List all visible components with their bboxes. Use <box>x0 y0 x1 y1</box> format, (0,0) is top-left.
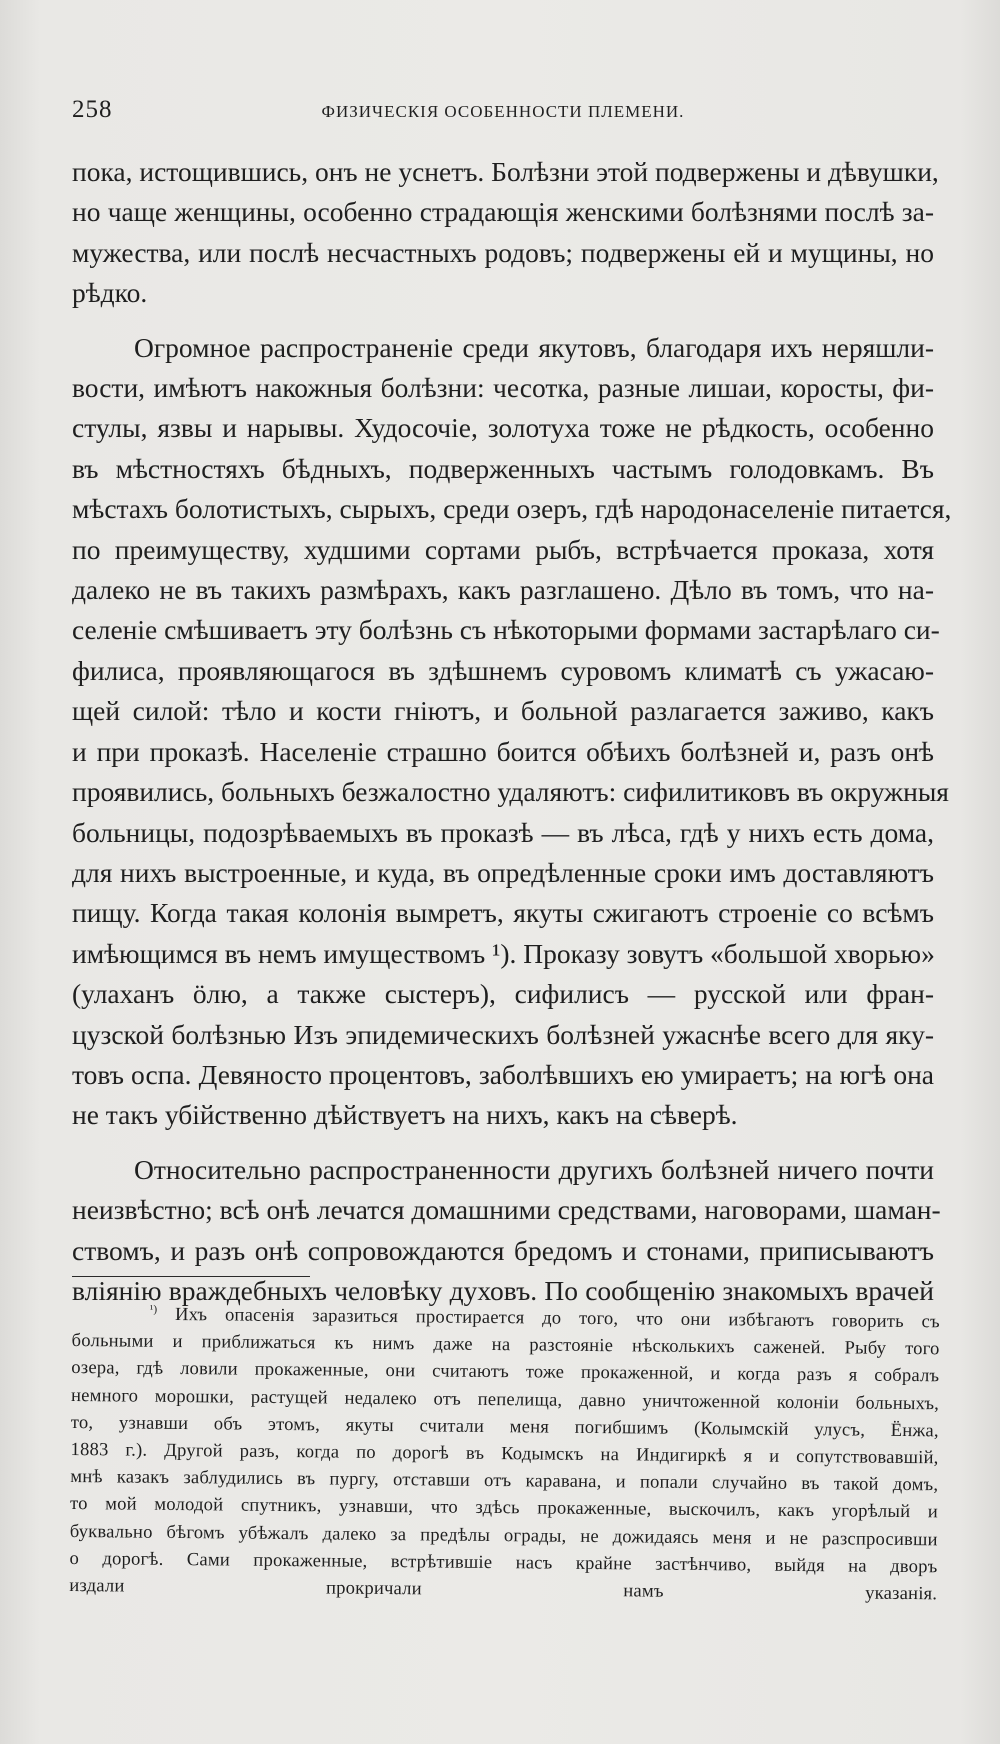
text-line: проявились, больныхъ безжалостно удаляютъ: сифилитиковъ въ окружныя <box>72 776 949 808</box>
text-line: стулы, язвы и нарывы. Худосочіе, золотуха тоже не рѣдкость, особенно <box>72 412 934 444</box>
text-line: по преимуществу, худшими сортами рыбъ, встрѣчается проказа, хотя <box>72 533 934 565</box>
footnote-line: 1883 г.). Другой разъ, когда по дорогѣ въ Кодымскъ на Индигиркѣ я и сопутствовавшій, <box>70 1439 939 1469</box>
text-line: имѣющимся въ немъ имуществомъ ¹). Проказу зовутъ «большой хворью» <box>72 937 935 969</box>
main-text <box>72 152 952 1311</box>
paragraph-2 <box>72 328 952 1136</box>
page-number: 258 <box>72 96 113 123</box>
text-line: въ мѣстностяхъ бѣдныхъ, подверженныхъ частымъ голодовкамъ. Въ <box>72 452 934 484</box>
text-line: ствомъ, и разъ онѣ сопровождаются бредомъ и стонами, приписываютъ <box>72 1234 934 1266</box>
text-line: больницы, подозрѣваемыхъ въ проказѣ — въ лѣса, гдѣ у нихъ есть дома, <box>72 816 934 848</box>
footnote-line: немного морошки, растущей недалеко отъ пепелища, давно уничтоженной колоніи больныхъ, <box>70 1384 940 1414</box>
text-line: мужества, или послѣ несчастныхъ родовъ; подвержены ей и мущины, но <box>72 236 934 268</box>
footnote-marker: ¹) <box>149 1303 158 1316</box>
text-line: пока, истощившись, онъ не уснетъ. Болѣзни этой подвержены и дѣвушки, <box>72 156 939 187</box>
footnote-line: буквально бѣгомъ убѣжалъ далеко за предѣлы ограды, не дожидаясь меня и не разспросивши <box>69 1520 938 1550</box>
text-line: селеніе смѣшиваетъ эту болѣзнь съ нѣкоторыми формами застарѣлаго си- <box>72 614 940 646</box>
footnote-text: Ихъ опасенія заразиться простирается до того, что они избѣгаютъ говорить съ <box>174 1303 940 1333</box>
text-line: не такъ убійственно дѣйствуетъ на нихъ, какъ на сѣверѣ. <box>72 1099 738 1131</box>
text-line: товъ оспа. Девяносто процентовъ, заболѣвшихъ ею умираетъ; на югѣ она <box>72 1058 934 1090</box>
footnote-divider <box>72 1276 310 1277</box>
text-line: Огромное распространеніе среди якутовъ, благодаря ихъ неряшли- <box>134 331 934 363</box>
footnote-line: озера, гдѣ ловили прокаженные, они считаютъ тоже прокаженной, и когда разъ я собралъ <box>71 1357 940 1387</box>
footnote-line: издали прокричали намъ указанія. <box>69 1575 938 1605</box>
text-line: цузской болѣзнью Изъ эпидемическихъ болѣзней ужаснѣе всего для яку- <box>72 1018 934 1050</box>
page-header <box>72 96 934 132</box>
footnote <box>69 1300 940 1608</box>
footnote-line: то мой молодой спутникъ, узнавши, что здѣсь прокаженные, выскочилъ, какъ угорѣлый и <box>69 1493 939 1523</box>
text-line: мѣстахъ болотистыхъ, сырыхъ, среди озеръ, гдѣ народонаселеніе питается, <box>72 493 952 525</box>
text-line: для нихъ выстроенные, и куда, въ опредѣленные сроки имъ доставляютъ <box>72 856 934 888</box>
text-line: неизвѣстно; всѣ онѣ лечатся домашними средствами, наговорами, шаман- <box>72 1194 941 1226</box>
text-line: вости, имѣютъ накожныя болѣзни: чесотка, разные лишаи, коросты, фи- <box>72 372 934 404</box>
text-line: филиса, проявляющагося въ здѣшнемъ суровомъ климатѣ съ ужасаю- <box>72 654 934 686</box>
footnote-line: о дорогѣ. Сами прокаженные, встрѣтившіе насъ крайне застѣнчиво, выйдя на дворъ <box>69 1547 938 1578</box>
paragraph-1 <box>72 152 939 314</box>
text-line: щей силой: тѣло и кости гніютъ, и больной разлагается заживо, какъ <box>72 695 934 727</box>
running-title: ФИЗИЧЕСКІЯ ОСОБЕННОСТИ ПЛЕМЕНИ. <box>321 102 685 121</box>
text-line: Относительно распространенности другихъ болѣзней ничего почти <box>134 1153 934 1185</box>
footnote-line: больными и приближаться къ нимъ даже на разстояніе нѣсколькихъ саженей. Рыбу того <box>71 1330 940 1360</box>
text-line: пищу. Когда такая колонія вымретъ, якуты сжигаютъ строеніе со всѣмъ <box>72 897 934 929</box>
text-line: но чаще женщины, особенно страдающія женскими болѣзнями послѣ за- <box>72 196 934 228</box>
paragraph-3 <box>72 1150 941 1312</box>
footnote-line: то, узнавши объ этомъ, якуты считали меня погибшимъ (Колымскій улусъ, Ёнжа, <box>70 1411 939 1442</box>
text-line: вліянію враждебныхъ человѣку духовъ. По сообщенію знакомыхъ врачей <box>72 1274 934 1306</box>
text-line: и при проказѣ. Населеніе страшно боится обѣихъ болѣзней и, разъ онѣ <box>72 735 934 767</box>
text-line: далеко не въ такихъ размѣрахъ, какъ разглашено. Дѣло въ томъ, что на- <box>72 574 934 606</box>
footnote-line: мнѣ казакъ заблудились въ пургу, отставши отъ каравана, и попали случайно въ такой домъ, <box>70 1466 939 1496</box>
text-line: (улаханъ ӧлю, а также сыстеръ), сифилисъ — русской или фран- <box>72 978 934 1010</box>
text-line: рѣдко. <box>72 277 148 309</box>
